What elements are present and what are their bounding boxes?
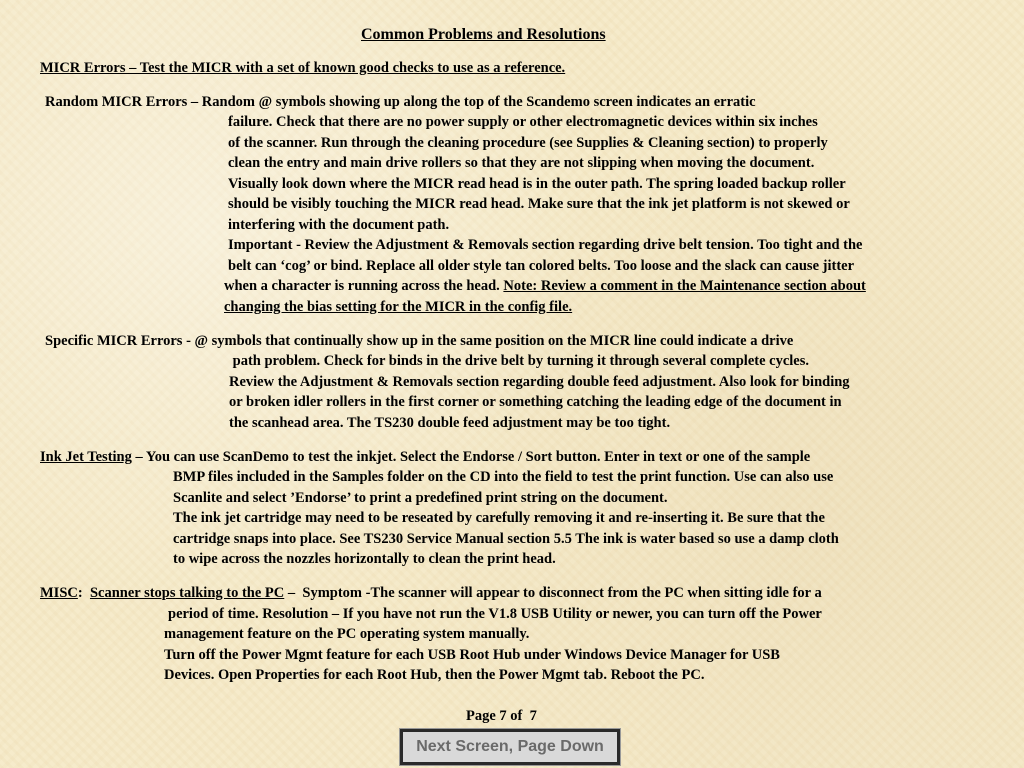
ink-jet-line-1-text: – You can use ScanDemo to test the inkjet. Select the Endorse / Sort button. Enter in text or one of the sample bbox=[131, 449, 811, 465]
misc-line-1-text: – Symptom -The scanner will appear to disconnect from the PC when sitting idle for a bbox=[284, 585, 822, 601]
random-micr-line-4: clean the entry and main drive rollers so that they are not slipping when moving the document. bbox=[228, 155, 815, 171]
random-micr-line-9: belt can ‘cog’ or bind. Replace all older style tan colored belts. Too loose and the slack can cause jitter bbox=[228, 258, 855, 274]
random-micr-line-2: failure. Check that there are no power supply or other electromagnetic devices within six inches bbox=[228, 114, 818, 130]
micr-errors-header: MICR Errors – Test the MICR with a set of known good checks to use as a reference. bbox=[40, 60, 566, 76]
random-micr-line-7: interfering with the document path. bbox=[228, 217, 450, 233]
specific-micr-line-5: the scanhead area. The TS230 double feed adjustment may be too tight. bbox=[229, 415, 671, 431]
ink-jet-line-6: to wipe across the nozzles horizontally to clean the print head. bbox=[173, 551, 556, 567]
random-micr-line-10 bbox=[224, 277, 866, 295]
misc-colon: : bbox=[77, 585, 90, 601]
misc-line-3: management feature on the PC operating system manually. bbox=[164, 626, 530, 642]
specific-micr-line-2: path problem. Check for binds in the drive belt by turning it through several complete cycles. bbox=[229, 353, 809, 369]
page-title: Common Problems and Resolutions bbox=[361, 26, 606, 43]
specific-micr-line-1: Specific MICR Errors - @ symbols that continually show up in the same position on the MICR line could indicate a drive bbox=[45, 333, 794, 349]
misc-label: MISC bbox=[40, 585, 78, 601]
ink-jet-line-4: The ink jet cartridge may need to be reseated by carefully removing it and re-inserting it. Be sure that the bbox=[173, 510, 825, 526]
random-micr-line-10-text: when a character is running across the head. bbox=[224, 278, 504, 294]
next-screen-button[interactable]: Next Screen, Page Down bbox=[400, 729, 620, 765]
random-micr-line-5: Visually look down where the MICR read head is in the outer path. The spring loaded backup roller bbox=[228, 176, 846, 192]
random-micr-line-3: of the scanner. Run through the cleaning procedure (see Supplies & Cleaning section) to properly bbox=[228, 135, 828, 151]
misc-topic: Scanner stops talking to the PC bbox=[89, 585, 285, 601]
ink-jet-line-2: BMP files included in the Samples folder on the CD into the field to test the print function. Use can also use bbox=[173, 469, 834, 485]
maintenance-note: Note: Review a comment in the Maintenance section about bbox=[503, 278, 866, 294]
specific-micr-line-4: or broken idler rollers in the first corner or something catching the leading edge of the document in bbox=[229, 394, 842, 410]
misc-line-2: period of time. Resolution – If you have not run the V1.8 USB Utility or newer, you can turn off the Power bbox=[168, 606, 822, 622]
random-micr-line-8: Important - Review the Adjustment & Removals section regarding drive belt tension. Too tight and the bbox=[228, 237, 863, 253]
misc-line-4: Turn off the Power Mgmt feature for each USB Root Hub under Windows Device Manager for USB bbox=[164, 647, 780, 663]
random-micr-line-1: Random MICR Errors – Random @ symbols showing up along the top of the Scandemo screen indicates an erratic bbox=[45, 94, 756, 110]
random-micr-line-6: should be visibly touching the MICR read head. Make sure that the ink jet platform is not skewed or bbox=[228, 196, 850, 212]
ink-jet-line-3: Scanlite and select ’Endorse’ to print a predefined print string on the document. bbox=[173, 490, 668, 506]
specific-micr-line-3: Review the Adjustment & Removals section regarding double feed adjustment. Also look for binding bbox=[229, 374, 850, 390]
ink-jet-line-1 bbox=[40, 448, 810, 466]
misc-line-5: Devices. Open Properties for each Root Hub, then the Power Mgmt tab. Reboot the PC. bbox=[164, 667, 705, 683]
maintenance-note-continued: changing the bias setting for the MICR in the config file. bbox=[224, 299, 573, 315]
ink-jet-heading: Ink Jet Testing bbox=[40, 449, 132, 465]
ink-jet-line-5: cartridge snaps into place. See TS230 Service Manual section 5.5 The ink is water based so use a damp cloth bbox=[173, 531, 839, 547]
page-indicator: Page 7 of 7 bbox=[466, 708, 537, 724]
misc-line-1 bbox=[40, 584, 822, 602]
